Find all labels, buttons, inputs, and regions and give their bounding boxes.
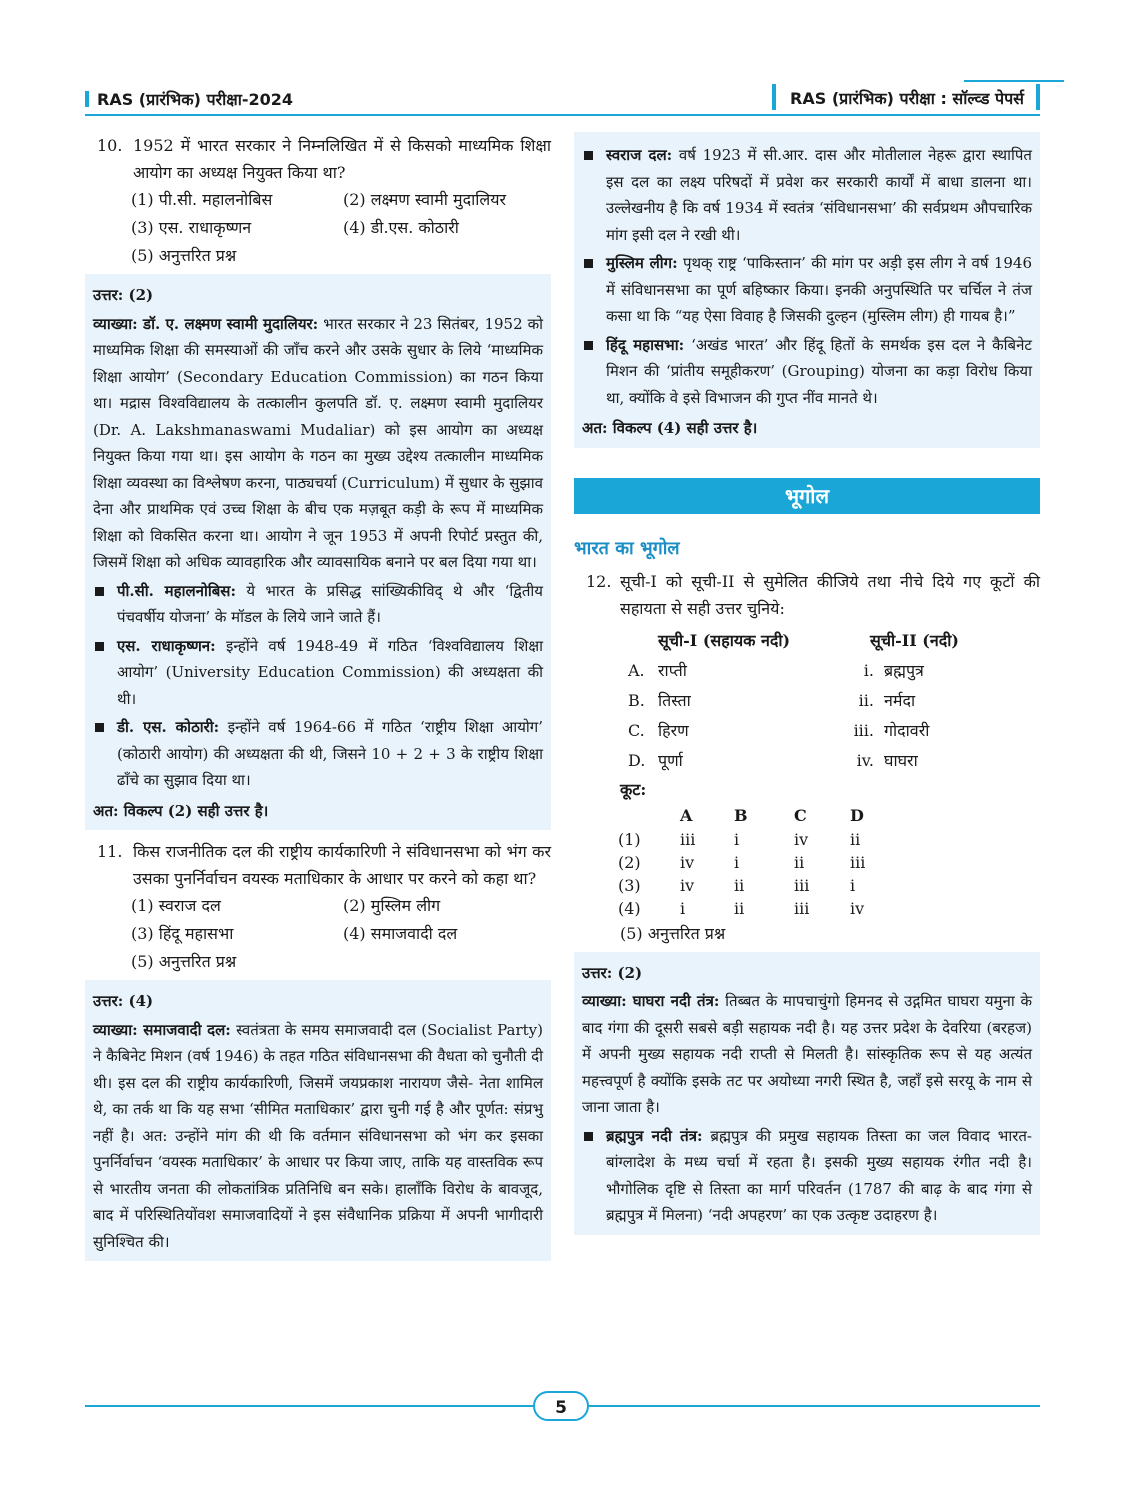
header-left xyxy=(85,88,293,110)
page-number: 5 xyxy=(533,1391,589,1421)
codes-cell: ii xyxy=(850,829,861,849)
option-3: (3) एस. राधाकृष्णन xyxy=(131,218,252,237)
bullet-label: डी. एस. कोठारी: xyxy=(117,718,220,736)
bullet-text: ‘अखंड भारत’ और हिंदू हितों के समर्थक इस दल ने कैबिनेट मिशन की ‘प्रांतीय समूहीकरण’ (Grouping) योजना का कड़ा विरोध किया था, क्योंकि वे इसे विभाजन की गुप्त नींव मानते थे। xyxy=(606,335,1032,407)
list1-heading: सूची-I (सहायक नदी) xyxy=(658,630,791,650)
bullet-square-icon xyxy=(95,723,104,732)
question-10-options xyxy=(85,186,551,242)
row-tributary: राप्ती xyxy=(658,660,687,680)
bullet-square-icon xyxy=(584,259,593,268)
explanation xyxy=(582,988,1032,1121)
answer-label: उत्तर: (2) xyxy=(582,963,643,982)
codes-cell: ii xyxy=(734,898,745,918)
answer-box-11 xyxy=(85,980,551,1261)
conclusion: अत: विकल्प (4) सही उत्तर है। xyxy=(582,419,758,437)
row-numeral: i. xyxy=(863,660,874,680)
option-5: (5) अनुत्तरित प्रश्न xyxy=(620,923,726,943)
match-row xyxy=(574,686,1040,716)
bullet-square-icon xyxy=(584,341,593,350)
option-4: (4) समाजवादी दल xyxy=(343,924,458,943)
page-header xyxy=(85,82,1040,116)
codes-cell: ii xyxy=(794,852,805,872)
codes-row xyxy=(618,897,890,920)
row-tributary: पूर्णा xyxy=(658,750,683,770)
question-number: 11. xyxy=(97,842,123,861)
bullet-label: हिंदू महासभा: xyxy=(606,335,685,354)
row-numeral: iv. xyxy=(856,750,874,770)
explanation-text: तिब्बत के मापचाचुंगो हिमनद से उद्गमित घाघरा यमुना के बाद गंगा की दूसरी सबसे बड़ी सहायक नदी है। यह उत्तर प्रदेश के देवरिया (बरहज) में अपनी मुख्य सहायक नदी राप्ती से मिलती है। सांस्कृतिक रूप से यह अत्यंत महत्त्वपूर्ण है क्योंकि इसके तट पर अयोध्या नगरी स्थित है, जहाँ इसे सरयू के नाम से जाना जाता है। xyxy=(582,992,1032,1116)
codes-cell: i xyxy=(850,875,856,895)
codes-cell: iii xyxy=(794,875,810,895)
question-11-options xyxy=(85,892,551,948)
row-tributary: हिरण xyxy=(658,720,689,740)
codes-head-cell: D xyxy=(850,806,864,825)
row-numeral: ii. xyxy=(858,690,874,710)
bullet-item xyxy=(582,1123,1032,1229)
bullet-text: इन्होंने वर्ष 1964-66 में गठित ‘राष्ट्रीय शिक्षा आयोग’ (कोठारी आयोग) की अध्यक्षता की थी, जिसने 10 + 2 + 3 के राष्ट्रीय शिक्षा ढाँचे का सुझाव दिया था। xyxy=(117,718,544,789)
option-5: (5) अनुत्तरित प्रश्न xyxy=(131,246,237,265)
bullet-item xyxy=(93,714,543,794)
row-letter: B. xyxy=(628,690,645,710)
codes-cell: i xyxy=(680,898,686,918)
section-banner: भूगोल xyxy=(574,478,1040,514)
codes-cell: iv xyxy=(850,898,865,918)
footer-rule-right xyxy=(589,1405,1040,1407)
row-river: घाघरा xyxy=(884,750,918,770)
question-10 xyxy=(85,132,551,186)
codes-header-row xyxy=(618,804,890,828)
option-3: (3) हिंदू महासभा xyxy=(131,924,234,943)
header-right xyxy=(772,84,1040,110)
option-1: (1) स्वराज दल xyxy=(131,896,221,915)
row-letter: A. xyxy=(628,660,645,680)
row-tributary: तिस्ता xyxy=(658,690,691,710)
bullet-text: वर्ष 1923 में सी.आर. दास और मोतीलाल नेहरू द्वारा स्थापित इस दल का लक्ष्य परिषदों में प्रवेश कर सरकारी कार्यों में बाधा डालना था। उल्लेखनीय है कि वर्ष 1934 में स्वतंत्र ‘संविधानसभा’ की सर्वप्रथम औपचारिक मांग इसी दल ने रखी थी। xyxy=(606,146,1032,244)
row-numeral: iii. xyxy=(853,720,874,740)
codes-head-cell xyxy=(618,804,680,828)
codes-head-cell: A xyxy=(680,806,693,825)
header-accent-bar xyxy=(85,91,89,107)
question-number: 12. xyxy=(586,571,612,591)
codes-cell: (1) xyxy=(618,829,641,849)
question-number: 10. xyxy=(97,136,123,155)
section-subheading: भारत का भूगोल xyxy=(574,537,680,559)
codes-row xyxy=(618,874,890,897)
bullet-text: इन्होंने वर्ष 1948-49 में गठित ‘विश्वविद्यालय शिक्षा आयोग’ (University Education Commission) की अध्यक्षता की थी। xyxy=(117,636,543,708)
codes-row xyxy=(618,851,890,874)
left-column xyxy=(85,132,551,1261)
question-text: 1952 में भारत सरकार ने निम्नलिखित में से किसको माध्यमिक शिक्षा आयोग का अध्यक्ष नियुक्त किया था? xyxy=(133,136,551,182)
bullet-item xyxy=(93,578,543,631)
explanation-text: स्वतंत्रता के समय समाजवादी दल (Socialist Party) ने कैबिनेट मिशन (वर्ष 1946) के तहत गठित संविधानसभा की वैधता को चुनौती दी थी। इस दल की राष्ट्रीय कार्यकारिणी, जिसमें जयप्रकाश नारायण जैसे- नेता शामिल थे, का तर्क था कि यह सभा ‘सीमित मताधिकार’ द्वारा चुनी गई है और पूर्णत: संप्रभु नहीं है। अत: उन्होंने मांग की थी कि वर्तमान संविधानसभा को भंग कर इसका पुनर्निर्वाचन ‘वयस्क मताधिकार’ के आधार पर किया जाए, ताकि यह वास्तविक रूप से भारतीय जनता की लोकतांत्रिक प्रतिनिधि बन सके। हालाँकि विरोध के बावजूद, बाद में परिस्थितियोंवश समाजवादियों ने इस संवैधानिक प्रक्रिया में अपनी भागीदारी सुनिश्चित की। xyxy=(93,1020,543,1251)
question-text: किस राजनीतिक दल की राष्ट्रीय कार्यकारिणी ने संविधानसभा को भंग कर उसका पुनर्निर्वाचन वयस्क मताधिकार के आधार पर करने को कहा था? xyxy=(133,842,551,888)
codes-cell: iv xyxy=(680,875,695,895)
conclusion: अत: विकल्प (2) सही उत्तर है। xyxy=(93,801,269,820)
bullet-label: एस. राधाकृष्णन: xyxy=(117,636,216,655)
codes-cell: i xyxy=(734,829,740,849)
row-letter: D. xyxy=(628,750,646,770)
option-2: (2) लक्ष्मण स्वामी मुदालियर xyxy=(343,190,507,209)
codes-cell: iv xyxy=(794,829,809,849)
answer-label: उत्तर: (4) xyxy=(93,992,154,1010)
match-list-header xyxy=(574,626,1040,656)
answer-box-12 xyxy=(574,952,1040,1235)
codes-cell: iii xyxy=(850,852,866,872)
codes-cell: iv xyxy=(680,852,695,872)
row-river: नर्मदा xyxy=(884,690,916,710)
bullet-label: पी.सी. महालनोबिस: xyxy=(117,581,236,600)
header-right-title: RAS (प्रारंभिक) परीक्षा : सॉल्व्ड पेपर्स xyxy=(790,89,1024,108)
match-row xyxy=(574,746,1040,776)
explanation xyxy=(93,1017,543,1256)
explanation xyxy=(93,311,543,576)
option-5: (5) अनुत्तरित प्रश्न xyxy=(131,952,237,971)
bullet-item xyxy=(582,332,1032,412)
bullet-item xyxy=(582,142,1032,248)
codes-cell: ii xyxy=(734,875,745,895)
explanation-text: भारत सरकार ने 23 सितंबर, 1952 को माध्यमिक शिक्षा की समस्याओं की जाँच करने और उसके सुधार के लिये ‘माध्यमिक शिक्षा आयोग’ (Secondary Education Commission) का गठन किया था। मद्रास विश्वविद्यालय के तत्कालीन कुलपति डॉ. ए. लक्ष्मण स्वामी मुदालियर (Dr. A. Lakshmanaswami Mudaliar) को इस आयोग का अध्यक्ष नियुक्त किया गया था। इस आयोग के गठन का मुख्य उद्देश्य तत्कालीन माध्यमिक शिक्षा व्यवस्था का विश्लेषण करना, पाठ्यचर्या (Curriculum) में सुधार के सुझाव देना और प्राथमिक एवं उच्च शिक्षा के बीच एक मज़बूत कड़ी के रूप में माध्यमिक शिक्षा को विकसित करना था। आयोग ने जून 1953 में अपनी रिपोर्ट प्रस्तुत की, जिसमें शिक्षा को अधिक व्यावहारिक और व्यावसायिक बनाने पर बल दिया गया था। xyxy=(93,314,543,571)
bullet-square-icon xyxy=(584,1132,593,1141)
option-2: (2) मुस्लिम लीग xyxy=(343,896,441,915)
option-1: (1) पी.सी. महालनोबिस xyxy=(131,190,273,209)
match-row xyxy=(574,656,1040,686)
answer-box-10 xyxy=(85,274,551,830)
right-column xyxy=(574,132,1040,1235)
bullet-text: ये भारत के प्रसिद्ध सांख्यिकीविद् थे और ‘द्वितीय पंचवर्षीय योजना’ के मॉडल के लिये जाने जाते हैं। xyxy=(117,581,543,626)
codes-label: कूट: xyxy=(620,779,647,799)
row-letter: C. xyxy=(628,720,645,740)
explanation-label: व्याख्या: डॉ. ए. लक्ष्मण स्वामी मुदालियर: xyxy=(93,314,319,333)
codes-row xyxy=(618,828,890,851)
codes-cell: i xyxy=(734,852,740,872)
bullet-text: ब्रह्मपुत्र की प्रमुख सहायक तिस्ता का जल विवाद भारत-बांग्लादेश के मध्य चर्चा में रहता है। इसकी मुख्य सहायक रंगीत नदी है। भौगोलिक दृष्टि से तिस्ता का मार्ग परिवर्तन (1787 की बाढ़ के बाद गंगा से ब्रह्मपुत्र में मिलना) ‘नदी अपहरण’ का एक उत्कृष्ट उदाहरण है। xyxy=(606,1126,1032,1224)
explanation-label: व्याख्या: समाजवादी दल: xyxy=(93,1020,231,1039)
header-left-title: RAS (प्रारंभिक) परीक्षा-2024 xyxy=(97,90,294,109)
row-river: ब्रह्मपुत्र xyxy=(884,660,924,680)
codes-cell: (4) xyxy=(618,898,641,918)
codes-table xyxy=(618,804,890,920)
bullet-label: ब्रह्मपुत्र नदी तंत्र: xyxy=(606,1126,703,1145)
question-text: सूची-I को सूची-II से सुमेलित कीजिये तथा नीचे दिये गए कूटों की सहायता से सही उत्तर चुनिये: xyxy=(620,571,1040,618)
codes-head-cell: C xyxy=(794,806,807,825)
bullet-square-icon xyxy=(584,151,593,160)
question-12 xyxy=(574,568,1040,622)
match-row xyxy=(574,716,1040,746)
header-rule xyxy=(85,114,1040,116)
bullet-label: स्वराज दल: xyxy=(606,146,673,164)
bullet-square-icon xyxy=(95,587,104,596)
codes-head-cell: B xyxy=(734,806,748,825)
explanation-label: व्याख्या: घाघरा नदी तंत्र: xyxy=(582,992,720,1010)
option-4: (4) डी.एस. कोठारी xyxy=(343,218,459,237)
question-11 xyxy=(85,838,551,892)
bullet-text: पृथक् राष्ट्र ‘पाकिस्तान’ की मांग पर अड़ी इस लीग ने वर्ष 1946 में संविधानसभा का पूर्ण बहिष्कार किया। इनकी अनुपस्थिति पर चर्चिल ने तंज कसा था कि “यह ऐसा विवाह है जिसकी दुल्हन (मुस्लिम लीग) ही गायब है।” xyxy=(606,254,1032,325)
list2-heading: सूची-II (नदी) xyxy=(870,630,959,650)
codes-cell: (3) xyxy=(618,875,641,895)
bullet-item xyxy=(582,250,1032,330)
codes-cell: iii xyxy=(680,829,696,849)
answer-box-11-continued xyxy=(574,132,1040,448)
footer-rule-left xyxy=(85,1405,533,1407)
bullet-item xyxy=(93,633,543,713)
answer-label: उत्तर: (2) xyxy=(93,286,154,304)
codes-cell: (2) xyxy=(618,852,641,872)
row-river: गोदावरी xyxy=(884,720,930,740)
bullet-label: मुस्लिम लीग: xyxy=(606,254,678,272)
bullet-square-icon xyxy=(95,642,104,651)
codes-cell: iii xyxy=(794,898,810,918)
